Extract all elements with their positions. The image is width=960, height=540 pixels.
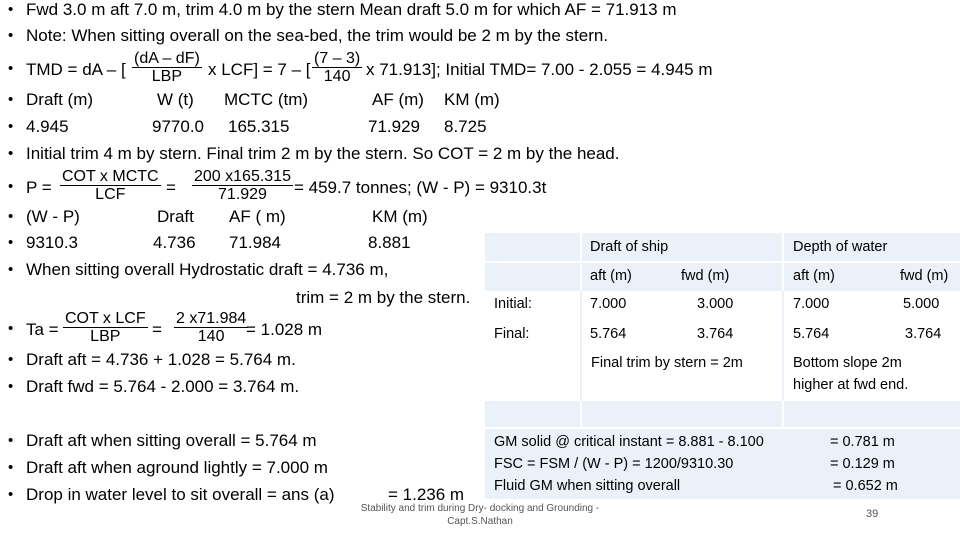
footer-line-1: Stability and trim during Dry- docking and Grounding - [360, 503, 600, 514]
row-label-final: Final: [494, 326, 530, 342]
ta-fraction-1 [63, 310, 148, 345]
val-w-p: 9310.3 [26, 233, 78, 252]
header-depth-of-water: Depth of water [793, 239, 888, 255]
fraction-numerator: COT x LCF [65, 310, 146, 327]
val-af: 71.984 [229, 233, 281, 252]
fraction-numerator: 200 x165.315 [194, 168, 291, 185]
table-cell [784, 401, 960, 427]
col-w-p: (W - P) [26, 207, 80, 226]
bullet: • [8, 234, 14, 251]
fraction-denominator: LBP [151, 68, 183, 85]
bullet: • [8, 118, 14, 135]
fraction-numerator: COT x MCTC [62, 168, 159, 185]
bullet: • [8, 178, 14, 195]
line-2-text: Note: When sitting overall on the sea-bed, the trim would be 2 m by the stern. [26, 26, 609, 45]
line-10b: trim = 2 m by the stern. [296, 288, 471, 307]
line-16-text: Drop in water level to sit overall = ans (a) [26, 485, 335, 504]
line-10-text: When sitting overall Hydrostatic draft = 4.736 m, [26, 260, 389, 279]
table-cell-value: 3.000 [697, 296, 734, 312]
bullet: • [8, 459, 14, 476]
col-mctc: MCTC (tm) [224, 90, 309, 109]
bullet: • [8, 145, 14, 162]
bullet: • [8, 208, 14, 225]
line-14-text: Draft aft when sitting overall = 5.764 m [26, 431, 317, 450]
fraction-denominator: 140 [197, 328, 225, 345]
tmd-lhs: TMD = dA – [ [26, 60, 126, 79]
p-fraction-2 [192, 168, 293, 203]
table-cell-value: 5.000 [903, 296, 940, 312]
fraction-denominator: LCF [95, 186, 126, 203]
equals: = [152, 320, 162, 339]
line-6-text: Initial trim 4 m by stern. Final trim 2 m by the stern. So COT = 2 m by the head. [26, 144, 620, 163]
line-3-tmd-formula [0, 48, 760, 90]
col-w: W (t) [157, 90, 194, 109]
table-cell [485, 233, 580, 261]
line-12-text: Draft aft = 4.736 + 1.028 = 5.764 m. [26, 350, 296, 369]
footer-line-2: Capt.S.Nathan [447, 516, 513, 527]
val-draft: 4.945 [26, 117, 69, 136]
bullet: • [8, 60, 14, 77]
fsc-value: = 0.129 m [830, 456, 895, 472]
line-11-ta-formula [0, 308, 460, 350]
line-16-value: = 1.236 m [388, 485, 465, 504]
table-cell [485, 401, 580, 427]
subheader-ship-aft: aft (m) [590, 268, 632, 284]
equals: = [166, 178, 176, 197]
fraction-numerator: 2 x71.984 [176, 310, 247, 327]
fraction-numerator: (dA – dF) [134, 50, 200, 67]
p-result: = 459.7 tonnes; (W - P) = 9310.3t [294, 178, 547, 197]
col-draft: Draft [157, 207, 194, 226]
val-w: 9770.0 [152, 117, 204, 136]
gm-solid-value: = 0.781 m [830, 434, 895, 450]
bullet: • [8, 351, 14, 368]
footer-caption [332, 502, 628, 528]
val-af: 71.929 [368, 117, 420, 136]
p-lhs: P = [26, 178, 52, 197]
header-draft-of-ship: Draft of ship [590, 239, 669, 255]
val-mctc: 165.315 [228, 117, 290, 136]
val-km: 8.881 [368, 233, 411, 252]
fsc-label: FSC = FSM / (W - P) = 1200/9310.30 [494, 456, 734, 472]
bullet: • [8, 432, 14, 449]
val-km: 8.725 [444, 117, 487, 136]
table-cell [582, 401, 782, 427]
table-cell-value: 7.000 [590, 296, 627, 312]
table-divider [580, 291, 582, 401]
bullet: • [8, 27, 14, 44]
p-fraction-1 [60, 168, 161, 203]
table-cell-value: 3.764 [697, 326, 734, 342]
subheader-water-aft: aft (m) [793, 268, 835, 284]
ta-result: = 1.028 m [246, 320, 323, 339]
bullet: • [8, 378, 14, 395]
page-number: 39 [866, 508, 879, 520]
fraction-denominator: LBP [90, 328, 121, 345]
bullet: • [8, 320, 14, 337]
note-bottom-slope-1: Bottom slope 2m [793, 355, 902, 371]
draft-depth-table [485, 233, 960, 499]
subheader-ship-fwd: fwd (m) [681, 268, 730, 284]
col-af: AF (m) [372, 90, 424, 109]
table-cell-value: 7.000 [793, 296, 830, 312]
note-bottom-slope-2: higher at fwd end. [793, 377, 909, 393]
fraction-denominator: 140 [323, 68, 351, 85]
tmd-result: x 71.913]; Initial TMD= 7.00 - 2.055 = 4.945 m [366, 60, 713, 79]
tmd-fraction-1 [132, 50, 202, 85]
gm-solid-label: GM solid @ critical instant = 8.881 - 8.100 [494, 434, 764, 450]
line-1-text: Fwd 3.0 m aft 7.0 m, trim 4.0 m by the stern Mean draft 5.0 m for which AF = 71.913 m [26, 0, 677, 19]
bullet: • [8, 486, 14, 503]
col-km: KM (m) [444, 90, 500, 109]
col-af: AF ( m) [229, 207, 286, 226]
ta-lhs: Ta = [26, 320, 59, 339]
fluid-gm-label: Fluid GM when sitting overall [494, 478, 681, 494]
table-divider [782, 291, 784, 401]
tmd-fraction-2 [312, 50, 362, 85]
line-15-text: Draft aft when aground lightly = 7.000 m [26, 458, 328, 477]
bullet: • [8, 261, 14, 278]
row-label-initial: Initial: [494, 296, 532, 312]
val-draft: 4.736 [153, 233, 196, 252]
fraction-denominator: 71.929 [218, 186, 267, 203]
subheader-water-fwd: fwd (m) [900, 268, 949, 284]
col-km: KM (m) [372, 207, 428, 226]
bullet: • [8, 1, 14, 18]
line-13-text: Draft fwd = 5.764 - 2.000 = 3.764 m. [26, 377, 300, 396]
fraction-numerator: (7 – 3) [314, 50, 361, 67]
bullet: • [8, 91, 14, 108]
line-7-p-formula [0, 166, 600, 208]
table-cell-value: 5.764 [590, 326, 627, 342]
col-draft: Draft (m) [26, 90, 94, 109]
table-cell-value: 3.764 [905, 326, 942, 342]
table-cell [485, 263, 580, 291]
tmd-middle: x LCF] = 7 – [ [208, 60, 311, 79]
table-cell-value: 5.764 [793, 326, 830, 342]
ta-fraction-2 [174, 310, 248, 345]
note-final-trim: Final trim by stern = 2m [591, 355, 743, 371]
fluid-gm-value: = 0.652 m [833, 478, 898, 494]
